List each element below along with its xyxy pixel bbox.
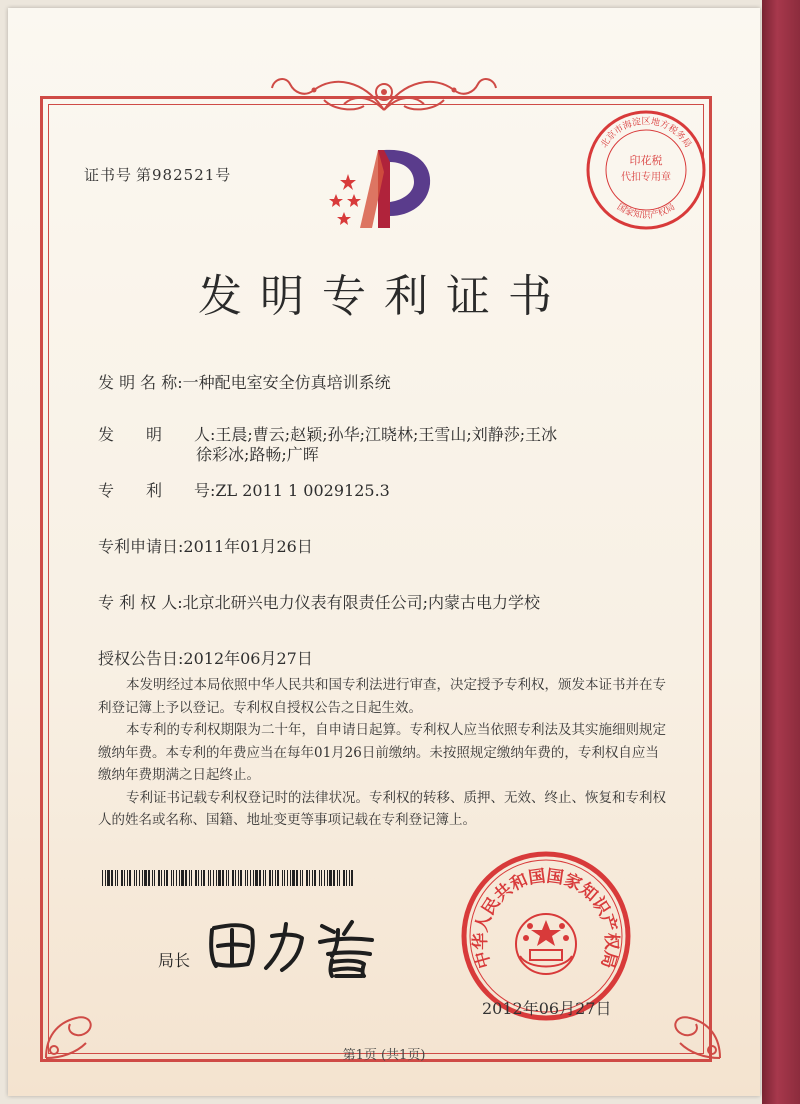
barcode-bar [292, 870, 295, 886]
barcode-bar [148, 870, 150, 886]
barcode-bar [213, 870, 214, 886]
certificate-number-value: 第982521号 [136, 166, 232, 184]
barcode-bar [277, 870, 279, 886]
svg-text:北京市海淀区地方税务局 [598, 115, 694, 150]
barcode-bar [142, 870, 143, 886]
barcode-bar [327, 870, 328, 886]
certificate-number-label: 证书号 [84, 166, 133, 184]
inventors-row [98, 422, 557, 445]
barcode-bar [176, 870, 177, 886]
grant-date-label: 授权公告日: [98, 649, 184, 668]
barcode-bar [324, 870, 325, 886]
barcode-bar [195, 870, 197, 886]
patentee-row [98, 590, 540, 613]
barcode-bar [300, 870, 301, 886]
invention-name-value: 一种配电室安全仿真培训系统 [182, 373, 391, 392]
barcode-bar [121, 870, 123, 886]
barcode-bar [306, 870, 308, 886]
barcode-bar [201, 870, 202, 886]
grant-date-value: 2012年06月27日 [183, 649, 313, 668]
barcode-bar [164, 870, 165, 886]
barcode-bar [216, 870, 217, 886]
barcode-bar [107, 870, 110, 886]
barcode-bar [343, 870, 345, 886]
certificate-body [98, 674, 668, 832]
certificate-number [84, 164, 231, 185]
director-label: 局长 [158, 951, 191, 970]
barcode-bar [179, 870, 180, 886]
body-paragraph-2: 本专利的专利权期限为二十年，自申请日起算。专利权人应当依照专利法及其实施细则规定缴纳年费。本专利的年费应当在每年01月26日前缴纳。未按照规定缴纳年费的，专利权自应当缴纳年费期满之日起终止。 [98, 722, 666, 783]
barcode-bar [226, 870, 227, 886]
barcode-bar [287, 870, 288, 886]
barcode-bar [290, 870, 291, 886]
barcode-bar [210, 870, 211, 886]
barcode-bar [139, 870, 140, 886]
application-date-value: 2011年01月26日 [183, 537, 313, 556]
barcode-bar [129, 870, 131, 886]
barcode-bar [346, 870, 347, 886]
barcode-bar [319, 870, 320, 886]
barcode-bar [253, 870, 254, 886]
body-paragraph-3: 专利证书记载专利权登记时的法律状况。专利权的转移、质押、无效、终止、恢复和专利权人的姓名或名称、国籍、地址变更等事项记载在专利登记簿上。 [98, 789, 666, 828]
barcode-bar [134, 870, 135, 886]
barcode-bar [127, 870, 128, 886]
inventors-line2: 徐彩冰;路畅;广晖 [196, 445, 319, 464]
seal-small-line3: 代扣专用章 [621, 172, 671, 183]
barcode-bar [203, 870, 205, 886]
inventors-line1: 王晨;曹云;赵颖;孙华;江晓林;王雪山;刘静莎;王冰 [215, 425, 558, 444]
seal-small-line2: 印花税 [629, 154, 663, 167]
barcode-bar [218, 870, 221, 886]
barcode-bar [269, 870, 271, 886]
patent-number-label: 专 利 号: [98, 481, 216, 500]
barcode-bar [351, 870, 353, 886]
barcode-bar [247, 870, 248, 886]
barcode-bar [111, 870, 113, 886]
barcode-bar [208, 870, 209, 886]
barcode-bar [235, 870, 236, 886]
director-signature [202, 908, 392, 980]
barcode-bar [181, 870, 184, 886]
barcode-bar [349, 870, 350, 886]
barcode-bar [173, 870, 174, 886]
barcode-bar [282, 870, 283, 886]
barcode-bar [124, 870, 125, 886]
patent-office-logo-icon [320, 142, 440, 242]
barcode-bar [302, 870, 303, 886]
barcode-bar [228, 870, 229, 886]
application-date-row [98, 534, 313, 557]
barcode-bar [136, 870, 137, 886]
barcode-bar [314, 870, 316, 886]
barcode-bar [259, 870, 261, 886]
barcode-bar [222, 870, 224, 886]
barcode-bar [250, 870, 251, 886]
barcode-bar [166, 870, 168, 886]
patent-number-value: ZL 2011 1 0029125.3 [215, 481, 390, 500]
barcode-bar [275, 870, 276, 886]
tax-office-seal [584, 108, 708, 232]
patent-number-row [98, 478, 390, 501]
inventors-label: 发 明 人: [98, 425, 216, 444]
seal-big-text: 中华人民共和国国家知识产权局 [470, 866, 622, 971]
svg-text:国家知识产权局 [615, 201, 677, 221]
national-emblem-icon [516, 914, 576, 974]
certificate-title: 发明专利证书 [198, 271, 570, 322]
grant-date-row [98, 646, 313, 669]
barcode-bar [245, 870, 246, 886]
barcode-bar [309, 870, 310, 886]
barcode-bar [329, 870, 332, 886]
body-paragraph-1: 本发明经过本局依照中华人民共和国专利法进行审查，决定授予专利权，颁发本证书并在专利登记簿上予以登记。专利权自授权公告之日起生效。 [98, 677, 666, 716]
barcode-bar [339, 870, 340, 886]
barcode-bar [152, 870, 153, 886]
barcode-bar [117, 870, 118, 886]
barcode-bar [158, 870, 160, 886]
seal-small-line1: 北京市海淀区地方税务局 [599, 117, 693, 150]
barcode-bar [198, 870, 199, 886]
invention-name-label: 发 明 名 称: [98, 373, 183, 392]
application-date-label: 专利申请日: [98, 537, 184, 556]
barcode-bar [232, 870, 234, 886]
barcode-bar [312, 870, 313, 886]
barcode-bar [284, 870, 285, 886]
barcode-bar [185, 870, 187, 886]
certificate-page [8, 8, 760, 1096]
barcode-bar [171, 870, 172, 886]
barcode-bar [333, 870, 335, 886]
invention-name-row [98, 370, 391, 393]
book-spine [762, 0, 800, 1104]
barcode-bar [191, 870, 192, 886]
barcode-bar [296, 870, 298, 886]
page-number: 第1页 (共1页) [342, 1048, 426, 1063]
barcode-bar [321, 870, 322, 886]
barcode-bar [263, 870, 264, 886]
barcode-bar [161, 870, 162, 886]
barcode-icon [102, 870, 356, 886]
patentee-label: 专 利 权 人: [98, 593, 183, 612]
barcode-bar [238, 870, 239, 886]
seal-small-line4: 国家知识产权局 [614, 202, 678, 221]
barcode-bar [105, 870, 106, 886]
barcode-bar [189, 870, 190, 886]
barcode-bar [144, 870, 147, 886]
barcode-bar [102, 870, 103, 886]
barcode-bar [115, 870, 116, 886]
seal-date: 2012年06月27日 [482, 999, 612, 1018]
top-ornament-icon [264, 70, 504, 120]
barcode-bar [337, 870, 338, 886]
barcode-bar [240, 870, 242, 886]
barcode-bar [272, 870, 273, 886]
barcode-bar [265, 870, 266, 886]
barcode-bar [154, 870, 155, 886]
patentee-value: 北京北研兴电力仪表有限责任公司;内蒙古电力学校 [182, 593, 541, 612]
barcode-bar [255, 870, 258, 886]
